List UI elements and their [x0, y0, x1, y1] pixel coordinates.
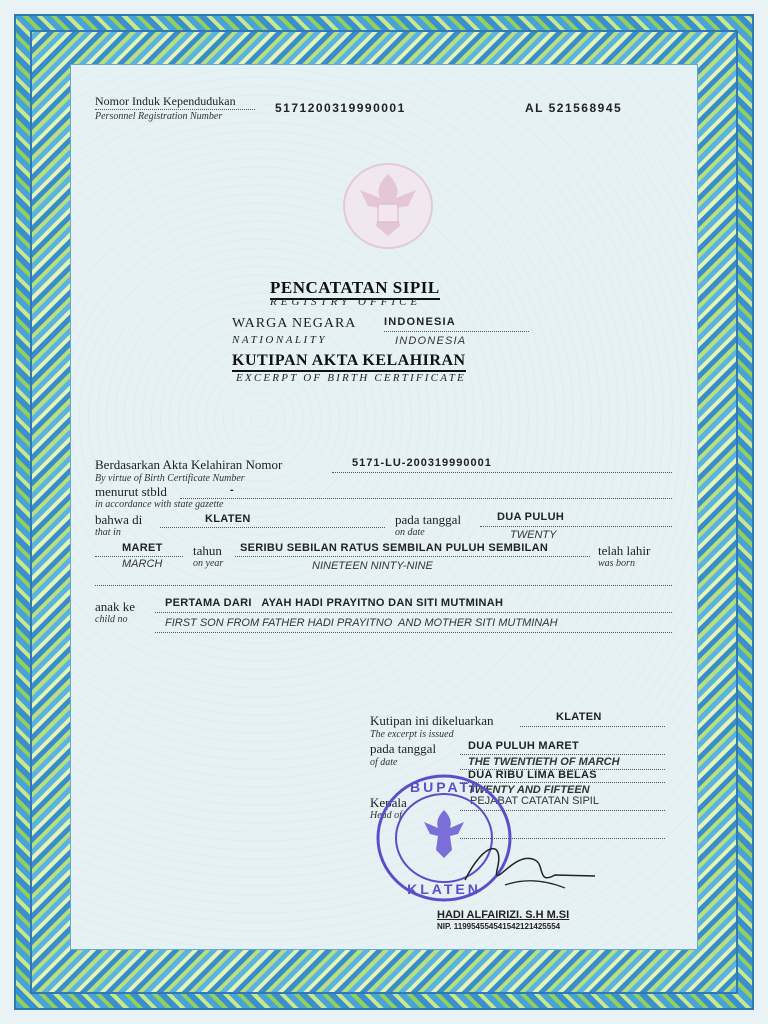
birthplace-underline	[160, 527, 385, 528]
born-label: telah lahir	[598, 543, 651, 558]
issued-at-label-en: The excerpt is issued	[370, 729, 454, 740]
head-label: Kepala	[370, 795, 407, 810]
issue-date-label: pada tanggal	[370, 741, 437, 756]
birthdate-label-en: on date	[395, 527, 425, 538]
birthyear-value: SERIBU SEBILAN RATUS SEMBILAN PULUH SEMBILAN	[240, 542, 549, 554]
issued-at-underline	[520, 726, 665, 727]
head-label-en: Head of	[370, 810, 402, 821]
office-title: PENCATATAN SIPIL	[270, 278, 440, 300]
child-order-underline-2	[155, 632, 672, 633]
issue-year-value: DUA RIBU LIMA BELAS	[468, 769, 597, 781]
stbld-value: -	[230, 484, 234, 496]
birthyear-label-en: on year	[193, 558, 224, 569]
issue-date-value: DUA PULUH MARET	[468, 740, 580, 752]
child-order-value: PERTAMA DARI AYAH HADI PRAYITNO DAN SITI MUTMINAH	[165, 597, 504, 609]
birthdate-label: pada tanggal	[395, 512, 462, 527]
birthdate-value: DUA PULUH	[497, 511, 565, 523]
issued-at-value: KLATEN	[556, 711, 602, 723]
stamp-bottom-text: KLATEN	[407, 881, 481, 897]
stbld-label-en: in accordance with state gazette	[95, 499, 224, 510]
nationality-label: WARGA NEGARA	[232, 316, 357, 331]
nik-label: Nomor Induk Kependudukan	[95, 94, 236, 108]
nationality-value-en: INDONESIA	[395, 335, 467, 347]
official-name: HADI ALFAIRIZI. S.H M.SI	[437, 909, 570, 921]
birthyear-underline	[235, 556, 590, 557]
cert-number-underline	[332, 472, 672, 473]
child-order-label-en: child no	[95, 614, 128, 625]
blank-line	[95, 585, 672, 586]
official-nip: NIP. 119954554541542121425554	[437, 922, 561, 931]
cert-number-label-en: By virtue of Birth Certificate Number	[95, 473, 245, 484]
birthmonth-value-en: MARCH	[122, 558, 163, 570]
nationality-label-en: NATIONALITY	[232, 334, 327, 346]
stamp-top-text: BUPATI	[409, 779, 479, 795]
issue-date-underline	[460, 754, 665, 755]
birthplace-label-en: that in	[95, 527, 121, 538]
birthyear-label: tahun	[193, 543, 222, 558]
birthmonth-value: MARET	[122, 542, 163, 554]
birthdate-value-en: TWENTY	[510, 529, 557, 541]
born-label-en: was born	[598, 558, 635, 569]
stbld-underline	[180, 498, 672, 499]
garuda-emblem-icon	[340, 160, 436, 252]
office-title-en: REGISTRY OFFICE	[270, 296, 422, 308]
cert-number-label: Berdasarkan Akta Kelahiran Nomor	[95, 457, 283, 472]
head-value: PEJABAT CATATAN SIPIL	[470, 795, 599, 807]
serial-number: AL 521568945	[525, 101, 623, 115]
birthyear-value-en: NINETEEN NINTY-NINE	[312, 560, 433, 572]
nik-label-en: Personnel Registration Number	[95, 111, 223, 122]
birthdate-underline	[480, 526, 672, 527]
birthplace-value: KLATEN	[205, 513, 251, 525]
nationality-value: INDONESIA	[384, 316, 456, 328]
nik-underline	[95, 109, 255, 110]
issued-at-label: Kutipan ini dikeluarkan	[370, 713, 494, 728]
issue-year-value-en: TWENTY AND FIFTEEN	[468, 784, 590, 796]
child-order-value-en: FIRST SON FROM FATHER HADI PRAYITNO AND MOTHER SITI MUTMINAH	[165, 617, 558, 629]
birthmonth-underline	[95, 556, 183, 557]
issue-date-value-en: THE TWENTIETH OF MARCH	[468, 756, 620, 768]
birthplace-label: bahwa di	[95, 512, 143, 527]
nik-value: 5171200319990001	[275, 101, 406, 115]
document-title: KUTIPAN AKTA KELAHIRAN	[232, 352, 466, 372]
signature-icon	[445, 830, 605, 900]
cert-number-value: 5171-LU-200319990001	[352, 457, 492, 469]
stbld-label: menurut stbld	[95, 484, 167, 499]
child-order-label: anak ke	[95, 599, 136, 614]
nationality-underline	[384, 331, 529, 332]
document-title-en: EXCERPT OF BIRTH CERTIFICATE	[236, 372, 466, 384]
issue-date-label-en: of date	[370, 757, 398, 768]
child-order-underline	[155, 612, 672, 613]
